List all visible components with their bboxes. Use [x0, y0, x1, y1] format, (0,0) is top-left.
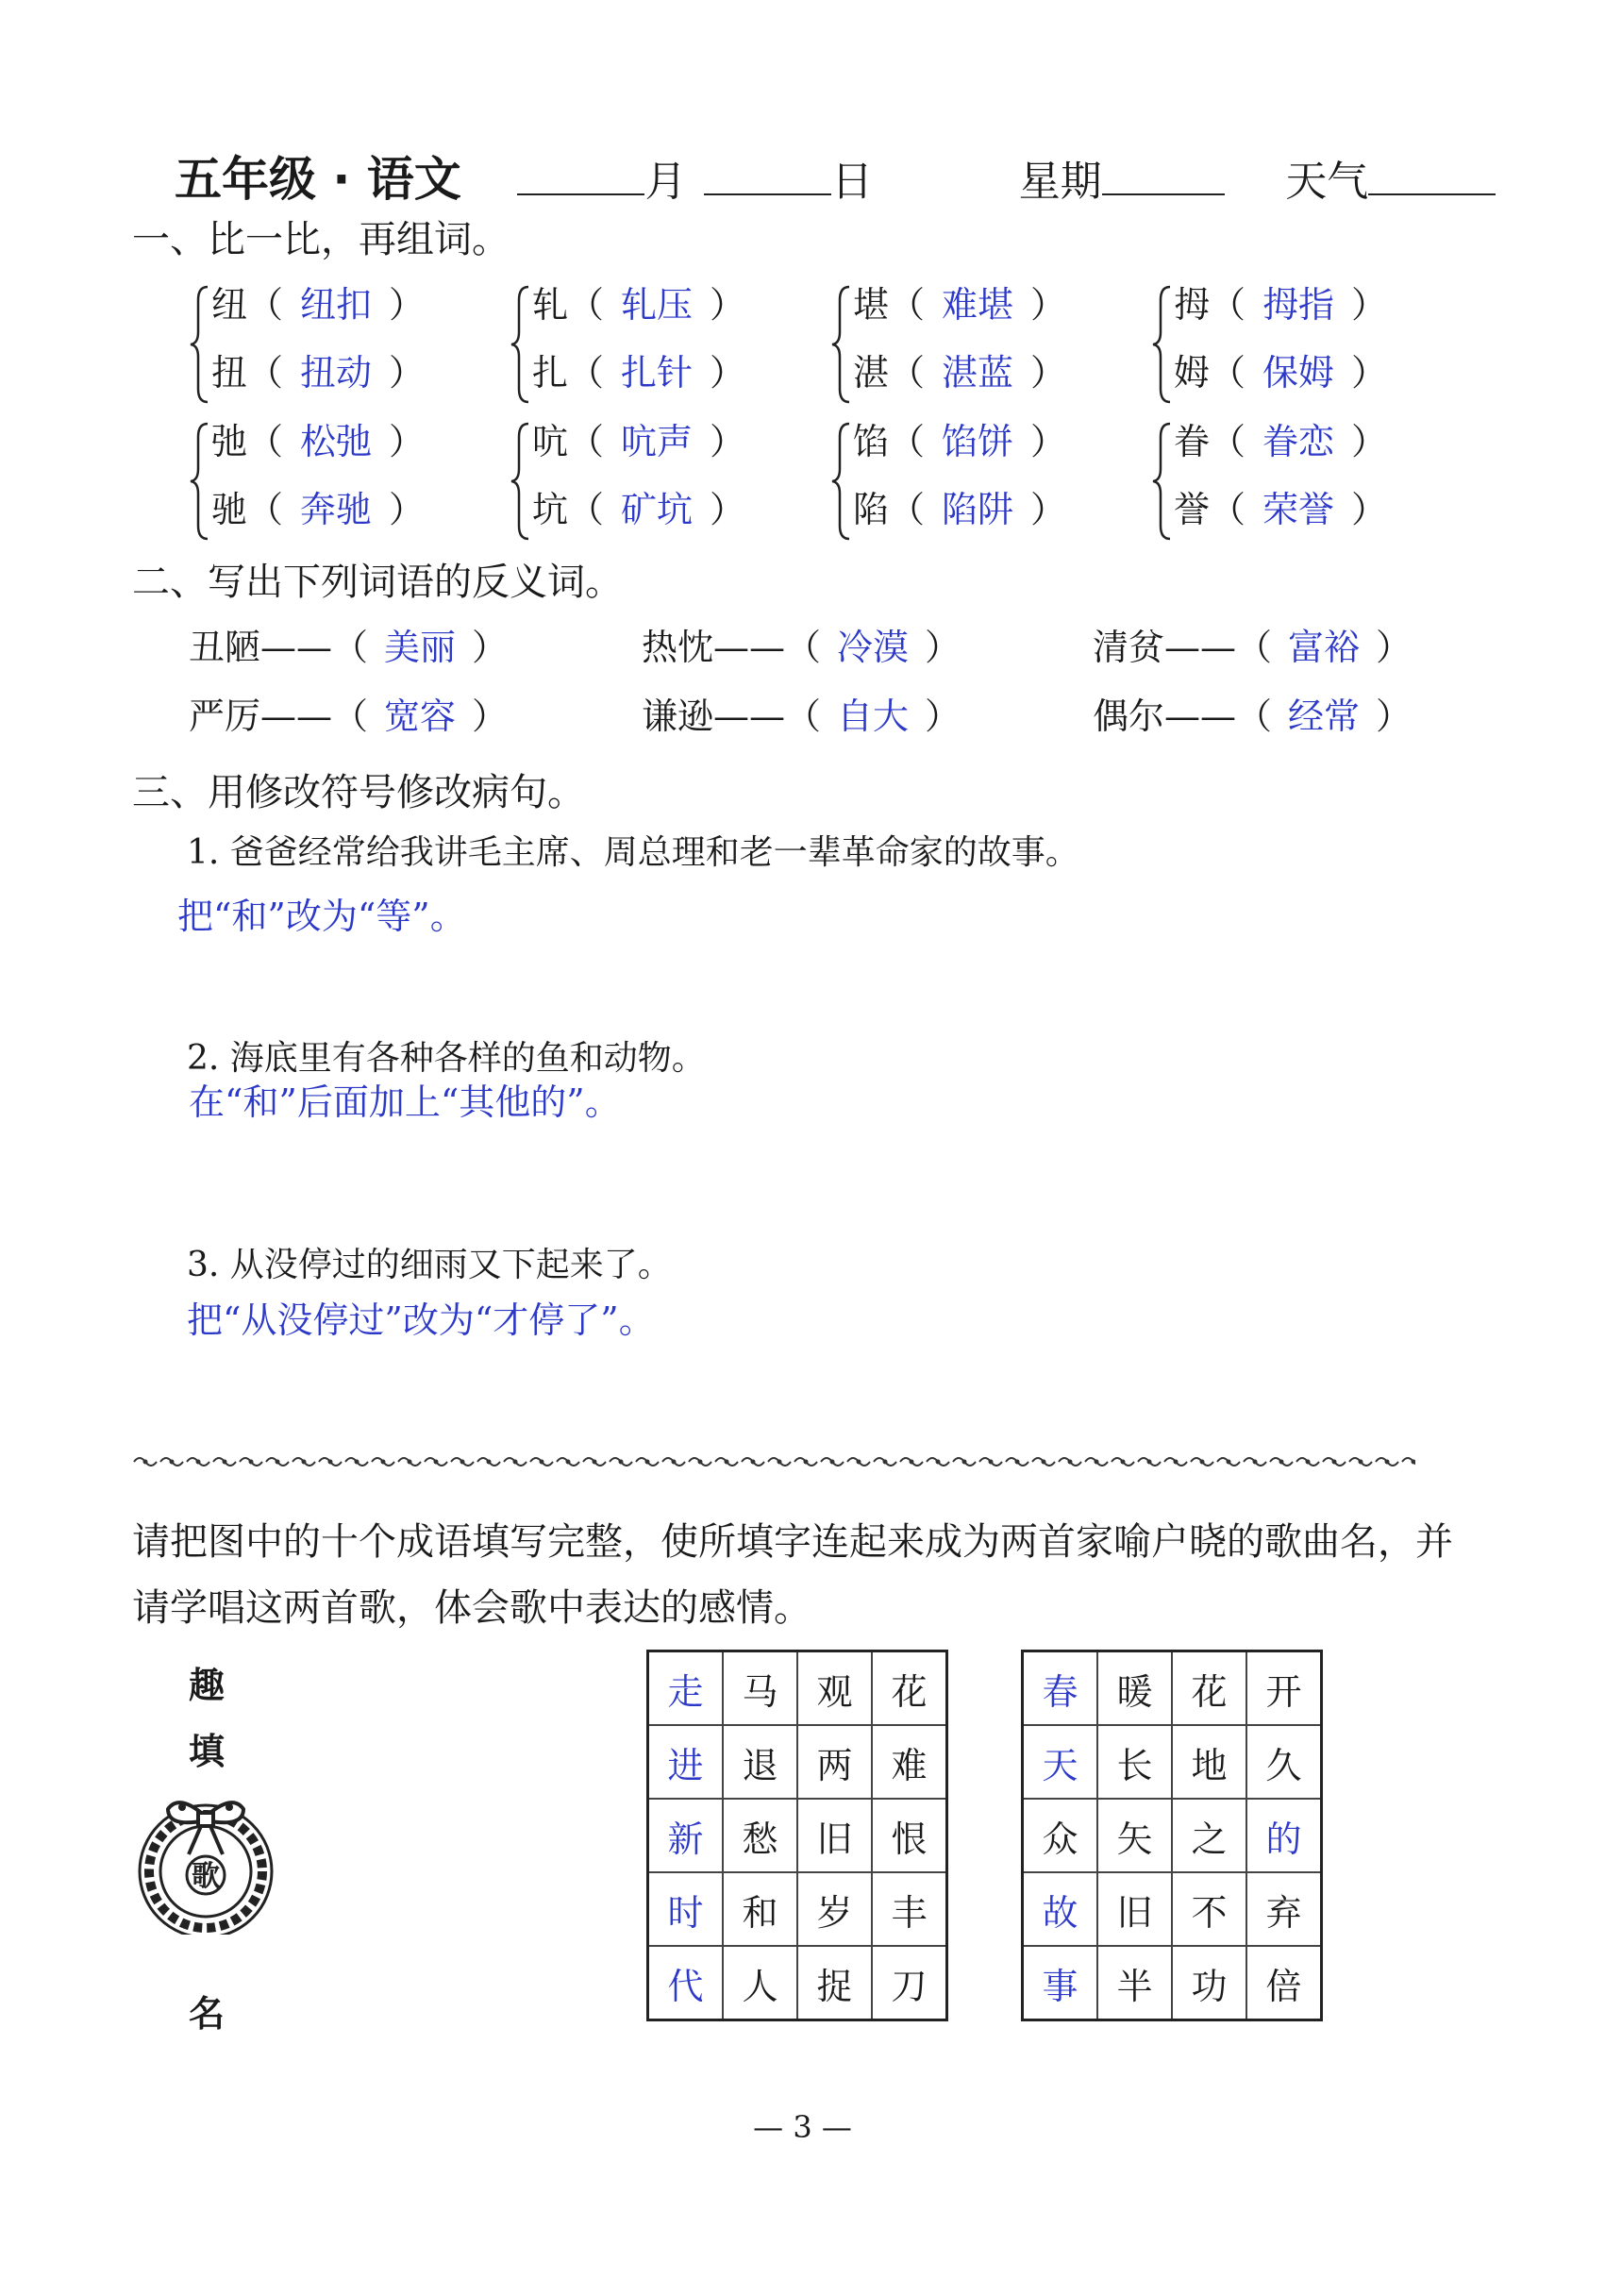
antonym-word: 偶尔	[1093, 696, 1165, 737]
grid-cell-filled: 进	[648, 1725, 724, 1799]
wreath-emblem	[130, 1788, 281, 1935]
antonym-word: 严厉	[189, 696, 261, 737]
pair-answer-a[interactable]: 眷恋	[1262, 421, 1335, 462]
antonym-item: 清贫——（ 富裕 ）	[1093, 618, 1412, 670]
month-label: 月	[644, 158, 687, 206]
puzzle-intro-line2: 请学唱这两首歌，体会歌中表达的感情。	[132, 1586, 811, 1630]
day-blank[interactable]	[704, 156, 831, 195]
brace-icon	[830, 420, 853, 543]
compare-pair: 拇（ 拇指 ） 姆（ 保姆 ）	[1151, 276, 1463, 417]
grid-cell: 刀	[872, 1946, 947, 2020]
grid-cell-filled: 新	[648, 1799, 724, 1872]
grid-row	[1023, 1872, 1322, 1946]
grid-row	[1023, 1946, 1322, 2020]
grid-row	[648, 1799, 947, 1872]
compare-pair: 轧（ 轧压 ） 扎（ 扎针 ）	[510, 276, 821, 417]
compare-pair: 馅（ 馅饼 ） 陷（ 陷阱 ）	[830, 412, 1142, 554]
pair-answer-a[interactable]: 轧压	[621, 284, 694, 326]
brace-icon	[510, 420, 532, 543]
pair-answer-a[interactable]: 馅饼	[942, 421, 1014, 462]
brace-icon	[830, 283, 853, 406]
pair-char-b: 陷	[853, 489, 890, 530]
sentence-2: 2. 海底里有各种各样的鱼和动物。	[187, 1039, 706, 1078]
grid-cell: 不	[1172, 1872, 1246, 1946]
antonym-word: 清贫	[1093, 627, 1165, 668]
antonym-item: 热忱——（ 冷漠 ）	[642, 618, 961, 670]
antonym-answer[interactable]: 富裕	[1288, 627, 1361, 668]
grid-cell-filled: 的	[1246, 1799, 1322, 1872]
grid-cell-filled: 天	[1023, 1725, 1098, 1799]
grid-cell: 两	[797, 1725, 872, 1799]
grid-cell: 岁	[797, 1872, 872, 1946]
day-label: 日	[831, 158, 874, 206]
pair-answer-a[interactable]: 纽扣	[300, 284, 373, 326]
pair-char-a: 轧	[532, 284, 569, 326]
pair-char-b: 扭	[211, 352, 248, 394]
compare-pair: 眷（ 眷恋 ） 誉（ 荣誉 ）	[1151, 412, 1463, 554]
grid-cell: 捉	[797, 1946, 872, 2020]
grid-row	[648, 1725, 947, 1799]
fix-2: 在“和”后面加上“其他的”。	[189, 1081, 621, 1123]
grid-cell: 旧	[1097, 1872, 1172, 1946]
brace-icon	[189, 283, 211, 406]
grid-cell-filled: 春	[1023, 1651, 1098, 1726]
pair-char-a: 弛	[211, 421, 248, 462]
pair-char-a: 馅	[853, 421, 890, 462]
antonym-item: 谦逊——（ 自大 ）	[642, 687, 961, 739]
grid-cell: 花	[1172, 1651, 1246, 1726]
pair-answer-a[interactable]: 拇指	[1262, 284, 1335, 326]
grid-cell: 久	[1246, 1725, 1322, 1799]
weekday-label: 星期	[1018, 158, 1102, 206]
sentence-3: 3. 从没停过的细雨又下起来了。	[187, 1246, 672, 1284]
antonym-word: 谦逊	[642, 696, 714, 737]
pair-answer-a[interactable]: 难堪	[942, 284, 1014, 326]
worksheet-header	[175, 142, 1496, 209]
brace-icon	[1151, 283, 1174, 406]
sentence-1: 1. 爸爸经常给我讲毛主席、周总理和老一辈革命家的故事。	[187, 833, 1079, 872]
emblem-char: 歌	[192, 1860, 220, 1893]
fix-1: 把“和”改为“等”。	[177, 896, 466, 937]
antonym-answer[interactable]: 冷漠	[837, 627, 910, 668]
weather-blank[interactable]	[1368, 156, 1496, 195]
grid-cell: 地	[1172, 1725, 1246, 1799]
pair-char-b: 驰	[211, 489, 248, 530]
idiom-grid-right	[1021, 1650, 1323, 2021]
pair-answer-a[interactable]: 吭声	[621, 421, 694, 462]
grid-row	[1023, 1725, 1322, 1799]
pair-char-b: 姆	[1174, 352, 1211, 394]
pair-char-a: 吭	[532, 421, 569, 462]
grid-row	[648, 1651, 947, 1726]
pair-answer-b[interactable]: 扭动	[300, 352, 373, 394]
grid-cell: 功	[1172, 1946, 1246, 2020]
pair-char-b: 扎	[532, 352, 569, 394]
grid-row	[648, 1872, 947, 1946]
pair-char-b: 湛	[853, 352, 890, 394]
brace-icon	[510, 283, 532, 406]
antonym-word: 热忱	[642, 627, 714, 668]
weekday-blank[interactable]	[1102, 156, 1225, 195]
grid-cell: 之	[1172, 1799, 1246, 1872]
puzzle-intro-line1: 请把图中的十个成语填写完整，使所填字连起来成为两首家喻户晓的歌曲名，并	[132, 1520, 1453, 1564]
fix-3: 把“从没停过”改为“才停了”。	[187, 1299, 655, 1341]
grid-row	[1023, 1799, 1322, 1872]
grid-cell: 马	[723, 1651, 797, 1726]
compare-pair: 吭（ 吭声 ） 坑（ 矿坑 ）	[510, 412, 821, 554]
grid-cell-filled: 代	[648, 1946, 724, 2020]
grid-cell: 愁	[723, 1799, 797, 1872]
antonym-word: 丑陋	[189, 627, 261, 668]
grid-cell-filled: 事	[1023, 1946, 1098, 2020]
grid-cell-filled: 时	[648, 1872, 724, 1946]
grid-cell: 开	[1246, 1651, 1322, 1726]
side-char-qu: 趣	[189, 1665, 226, 1706]
grid-cell: 难	[872, 1725, 947, 1799]
grid-cell: 人	[723, 1946, 797, 2020]
pair-char-a: 纽	[211, 284, 248, 326]
grid-cell-filled: 故	[1023, 1872, 1098, 1946]
pair-char-b: 坑	[532, 489, 569, 530]
grid-cell: 弃	[1246, 1872, 1322, 1946]
side-char-ming: 名	[189, 1993, 226, 2035]
grid-row	[648, 1946, 947, 2020]
antonym-answer[interactable]: 美丽	[384, 627, 457, 668]
compare-pair: 堪（ 难堪 ） 湛（ 湛蓝 ）	[830, 276, 1142, 417]
page-number: — 3 —	[753, 2109, 852, 2145]
compare-pair: 弛（ 松弛 ） 驰（ 奔驰 ）	[189, 412, 500, 554]
grid-cell-filled: 众	[1023, 1799, 1098, 1872]
compare-pair: 纽（ 纽扣 ） 扭（ 扭动 ）	[189, 276, 500, 417]
weather-label: 天气	[1285, 158, 1369, 206]
grid-cell: 花	[872, 1651, 947, 1726]
grid-cell: 倍	[1246, 1946, 1322, 2020]
antonym-answer[interactable]: 自大	[837, 696, 910, 737]
grid-cell: 旧	[797, 1799, 872, 1872]
grid-cell: 观	[797, 1651, 872, 1726]
pair-answer-b[interactable]: 保姆	[1262, 352, 1335, 394]
grid-cell-filled: 走	[648, 1651, 724, 1726]
pair-answer-a[interactable]: 松弛	[300, 421, 373, 462]
idiom-grid-left	[646, 1650, 948, 2021]
antonym-answer[interactable]: 经常	[1288, 696, 1361, 737]
pair-answer-b[interactable]: 矿坑	[621, 489, 694, 530]
pair-char-b: 誉	[1174, 489, 1211, 530]
side-char-tian: 填	[189, 1731, 226, 1772]
antonym-answer[interactable]: 宽容	[384, 696, 457, 737]
pair-char-a: 拇	[1174, 284, 1211, 326]
grid-cell: 退	[723, 1725, 797, 1799]
grade-subject-title: 五年级 · 语文	[175, 152, 461, 207]
grid-cell: 和	[723, 1872, 797, 1946]
month-blank[interactable]	[517, 156, 644, 195]
decorative-divider	[132, 1451, 1415, 1472]
grid-cell: 恨	[872, 1799, 947, 1872]
pair-answer-b[interactable]: 陷阱	[942, 489, 1014, 530]
grid-cell: 丰	[872, 1872, 947, 1946]
antonym-item: 丑陋——（ 美丽 ）	[189, 618, 508, 670]
grid-cell: 暖	[1097, 1651, 1172, 1726]
pair-answer-b[interactable]: 荣誉	[1262, 489, 1335, 530]
pair-answer-b[interactable]: 扎针	[621, 352, 694, 394]
antonym-item: 偶尔——（ 经常 ）	[1093, 687, 1412, 739]
section3-title: 三、用修改符号修改病句。	[132, 771, 585, 814]
brace-icon	[189, 420, 211, 543]
antonym-item: 严厉——（ 宽容 ）	[189, 687, 508, 739]
grid-cell: 矢	[1097, 1799, 1172, 1872]
pair-answer-b[interactable]: 湛蓝	[942, 352, 1014, 394]
section1-title: 一、比一比，再组词。	[132, 218, 510, 261]
grid-cell: 半	[1097, 1946, 1172, 2020]
pair-char-a: 眷	[1174, 421, 1211, 462]
section2-title: 二、写出下列词语的反义词。	[132, 561, 623, 604]
grid-cell: 长	[1097, 1725, 1172, 1799]
pair-char-a: 堪	[853, 284, 890, 326]
pair-answer-b[interactable]: 奔驰	[300, 489, 373, 530]
brace-icon	[1151, 420, 1174, 543]
grid-row	[1023, 1651, 1322, 1726]
